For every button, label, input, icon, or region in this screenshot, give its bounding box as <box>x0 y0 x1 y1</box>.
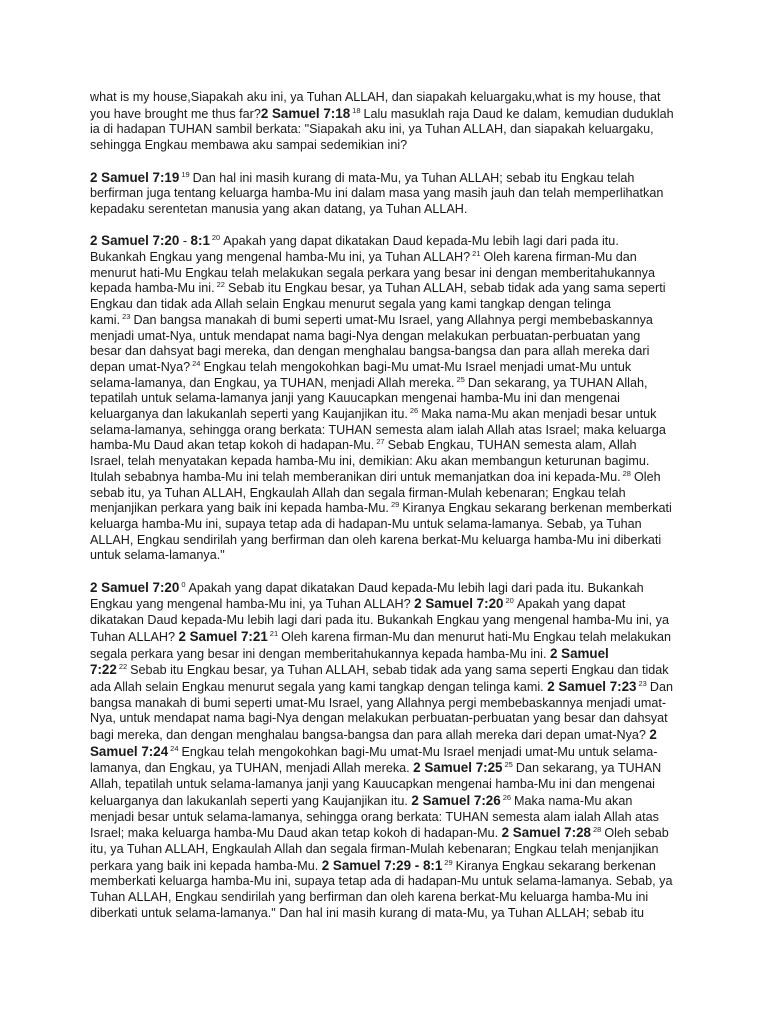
verse-reference: 8:1 <box>190 233 210 249</box>
scripture-paragraph <box>90 170 674 218</box>
verse-text: Oleh sebab itu, ya Tuhan ALLAH, Engkaulah Allah dan segala firman-Mulah kebenaran; Engkau telah menjanjikan perkara yang baik ini kepada hamba-Mu. <box>90 826 669 873</box>
verse-number: 29 <box>444 857 453 867</box>
verse-number: 23 <box>638 678 647 688</box>
verse-reference: 2 Samuel 7:25 <box>413 760 503 776</box>
verse-number: 25 <box>504 760 513 770</box>
verse-number: 21 <box>269 628 279 638</box>
verse-text: Sebab Engkau, TUHAN semesta alam, Allah Israel, telah menyatakan kepada hamba-Mu ini, demikian: Aku akan membangun keturunan bagimu. Itulah sebabnya hamba-Mu ini telah memberanikan diri untuk memanjatkan doa ini kepada-Mu. <box>90 438 650 484</box>
verse-text: Sebab itu Engkau besar, ya Tuhan ALLAH, sebab tidak ada yang sama seperti Engkau dan tidak ada Allah selain Engkau menurut segala yang kami tangkap dengan telinga kami. <box>90 281 666 327</box>
verse-number: 0 <box>181 579 186 589</box>
verse-reference: 2 Samuel 7:19 <box>90 169 180 185</box>
verse-number: 27 <box>376 437 385 447</box>
verse-text: Dan sekarang, ya TUHAN Allah, tepatilah untuk selama-lamanya janji yang Kauucapkan mengenai hamba-Mu ini dan mengenai keluarganya dan lakukanlah seperti yang Kaujanjikan itu. <box>90 761 662 808</box>
verse-text: Oleh karena firman-Mu dan menurut hati-Mu Engkau telah melakukan segala perkara yang besar ini dengan memberitahukannya kepada hamba-Mu ini. <box>90 629 672 661</box>
verse-text: Dan hal ini masih kurang di mata-Mu, ya Tuhan ALLAH; sebab itu Engkau telah berfirman juga tentang keluarga hamba-Mu ini dalam masa yang masih jauh dan telah memperlihatkan kepadaku serentetan manusia yang akan datang, ya Tuhan ALLAH. <box>90 170 664 216</box>
verse-text: Dan sekarang, ya TUHAN Allah, tepatilah untuk selama-lamanya janji yang Kauucapkan mengenai hamba-Mu ini dan mengenai keluarganya dan lakukanlah seperti yang Kaujanjikan itu. <box>90 375 648 422</box>
verse-number: 24 <box>192 358 201 368</box>
verse-text: Oleh karena firman-Mu dan menurut hati-Mu Engkau telah melakukan segala perkara yang besar ini dengan memberitahukannya kepada hamba-Mu ini. <box>90 250 655 296</box>
verse-number: 28 <box>622 468 631 478</box>
verse-text: what is my house,Siapakah aku ini, ya Tuhan ALLAH, dan siapakah keluargaku,what is my house, that you have brought me thus far? <box>90 90 661 121</box>
verse-number: 25 <box>456 374 465 384</box>
verse-text: Kiranya Engkau sekarang berkenan memberkati keluarga hamba-Mu ini, supaya tetap ada di hadapan-Mu untuk selama-lamanya. Sebab, ya Tuhan ALLAH, Engkau sendirilah yang berfirman dan oleh karena berkat-Mu keluarga hamba-Mu ini diberkati untuk selama-lamanya." Dan hal ini masih kurang di mata-Mu, ya Tuhan ALLAH; sebab itu <box>90 858 673 920</box>
verse-text: Lalu masuklah raja Daud ke dalam, kemudian duduklah ia di hadapan TUHAN sambil berkata: "Siapakah aku ini, ya Tuhan ALLAH, dan siapakah keluargaku, sehingga Engkau membawa aku sampai sedemikian ini? <box>90 106 674 153</box>
verse-number: 22 <box>216 280 225 290</box>
verse-reference: 2 Samuel 7:26 <box>411 792 501 808</box>
verse-reference: 2 Samuel 7:20 <box>414 596 504 612</box>
verse-reference: 2 Samuel 7:24 <box>90 727 657 759</box>
verse-text: Maka nama-Mu akan menjadi besar untuk selama-lamanya, sehingga orang berkata: TUHAN semesta alam ialah Allah atas Israel; maka keluarga hamba-Mu Daud akan tetap kokoh di hadapan-Mu. <box>90 407 666 453</box>
verse-number: 24 <box>170 743 179 753</box>
verse-text: Apakah yang dapat dikatakan Daud kepada-Mu lebih lagi dari pada itu. Bukankah Engkau yang mengenal hamba-Mu ini, ya Tuhan ALLAH? <box>90 597 669 644</box>
verse-reference: 2 Samuel 7:28 <box>501 825 591 841</box>
verse-text: Engkau telah mengokohkan bagi-Mu umat-Mu Israel menjadi umat-Mu untuk selama-lamanya, dan Engkau, ya TUHAN, menjadi Allah mereka. <box>90 359 632 390</box>
verse-text: - <box>179 234 191 249</box>
verse-text: Sebab itu Engkau besar, ya Tuhan ALLAH, sebab tidak ada yang sama seperti Engkau dan tidak ada Allah selain Engkau menurut segala yang kami tangkap dengan telinga kami. <box>90 663 669 694</box>
verse-reference: 2 Samuel 7:20 <box>90 579 180 595</box>
verse-number: 23 <box>122 311 131 321</box>
scripture-paragraph <box>90 580 674 922</box>
verse-reference: 2 Samuel 7:22 <box>90 645 609 678</box>
verse-text: Dan bangsa manakah di bumi seperti umat-Mu Israel, yang Allahnya pergi membebaskannya menjadi umat-Nya, untuk mendapat nama bagi-Nya dengan melakukan perbuatan-perbuatan yang besar dan dahsyat bagi mereka, dan dengan menghalau bangsa-bangsa dan para allah mereka dari depan umat-Nya? <box>90 312 653 374</box>
verse-number: 28 <box>592 825 602 835</box>
verse-number: 20 <box>211 233 221 243</box>
verse-number: 20 <box>505 596 514 606</box>
verse-text: Maka nama-Mu akan menjadi besar untuk selama-lamanya, sehingga orang berkata: TUHAN semesta alam ialah Allah atas Israel; maka keluarga hamba-Mu Daud akan tetap kokoh di hadapan-Mu. <box>90 793 659 841</box>
verse-number: 19 <box>181 169 190 179</box>
verse-text: Apakah yang dapat dikatakan Daud kepada-Mu lebih lagi dari pada itu. Bukankah Engkau yang mengenal hamba-Mu ini, ya Tuhan ALLAH? <box>90 234 619 264</box>
verse-reference: 2 Samuel 7:23 <box>547 678 637 694</box>
scripture-paragraph <box>90 90 674 154</box>
verse-text: Dan bangsa manakah di bumi seperti umat-Mu Israel, yang Allahnya pergi membebaskannya menjadi umat-Nya, untuk mendapat nama bagi-Nya dengan melakukan perbuatan-perbuatan yang besar dan dahsyat bagi mereka, dan dengan menghalau bangsa-bangsa dan para allah mereka dari depan umat-Nya? <box>90 679 673 743</box>
scripture-paragraph <box>90 233 674 564</box>
verse-reference: 2 Samuel 7:29 - 8:1 <box>321 857 443 873</box>
verse-number: 21 <box>472 249 481 258</box>
verse-reference: 2 Samuel 7:18 <box>260 105 351 121</box>
verse-text: Oleh sebab itu, ya Tuhan ALLAH, Engkaulah Allah dan segala firman-Mulah kebenaran; Engkau telah menjanjikan perkara yang baik ini kepada hamba-Mu. <box>90 469 661 516</box>
verse-text: Engkau telah mengokohkan bagi-Mu umat-Mu Israel menjadi umat-Mu untuk selama-lamanya, dan Engkau, ya TUHAN, menjadi Allah mereka. <box>90 744 658 776</box>
verse-number: 29 <box>390 500 400 510</box>
verse-number: 22 <box>118 662 128 672</box>
verse-number: 26 <box>409 406 419 416</box>
verse-number: 18 <box>352 105 361 115</box>
verse-text: Apakah yang dapat dikatakan Daud kepada-Mu lebih lagi dari pada itu. Bukankah Engkau yang mengenal hamba-Mu ini, ya Tuhan ALLAH? <box>90 580 644 612</box>
verse-number: 26 <box>502 792 512 802</box>
verse-text: Kiranya Engkau sekarang berkenan memberkati keluarga hamba-Mu ini, supaya tetap ada di hadapan-Mu untuk selama-lamanya. Sebab, ya Tuhan ALLAH, Engkau sendirilah yang berfirman dan oleh karena berkat-Mu keluarga hamba-Mu ini diberkati untuk selama-lamanya." <box>90 501 672 563</box>
verse-reference: 2 Samuel 7:21 <box>178 628 268 644</box>
verse-reference: 2 Samuel 7:20 <box>90 233 180 249</box>
